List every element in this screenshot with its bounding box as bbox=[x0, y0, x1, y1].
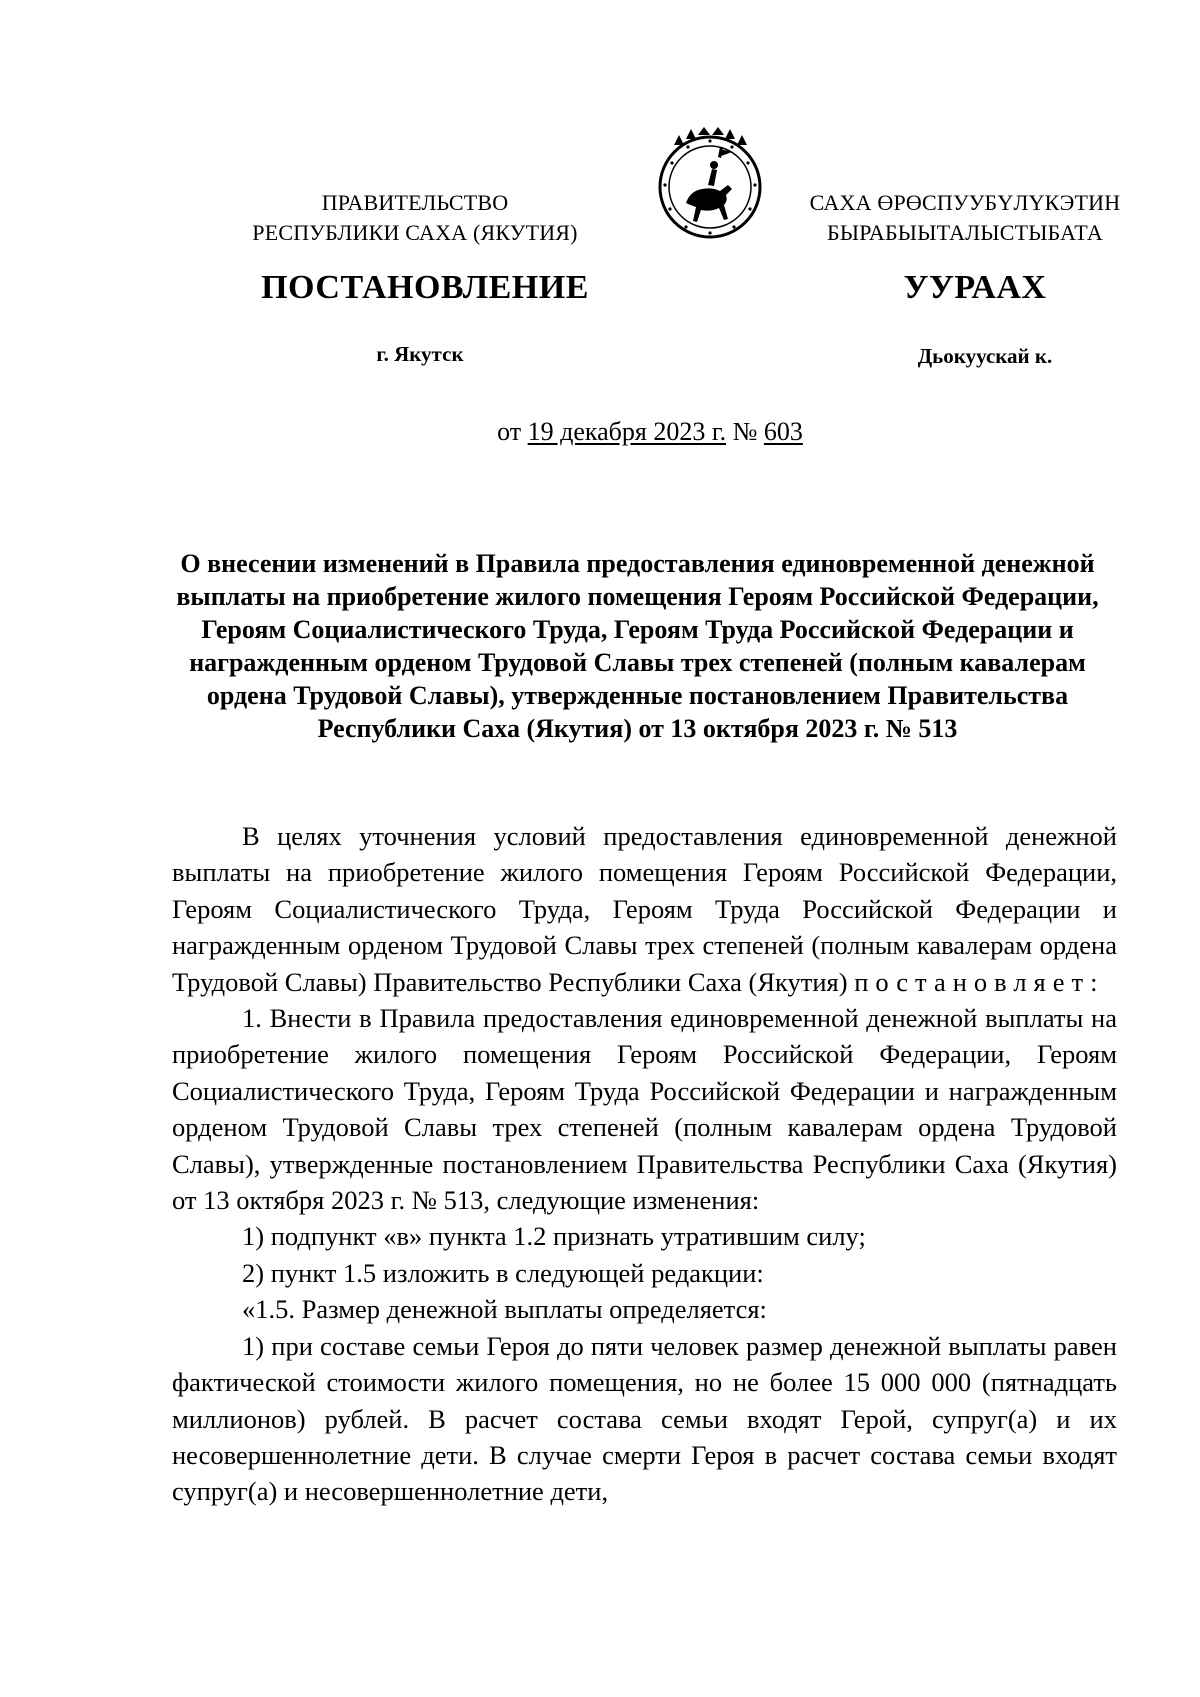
document-title: О внесении изменений в Правила предоставления единовременной денежной выплаты на приобретение жилого помещения Героям Российской Федерации, Героям Социалистического Труда, Героям Труда Российской Федерации и награжденным орденом Трудовой Славы трех степеней (полным кавалерам ордена Трудовой Славы), утвержденные постановлением Правительства Республики Саха (Якутия) от 13 октября 2023 г. № 513 bbox=[176, 549, 1099, 743]
document-date: 19 декабря 2023 г. bbox=[527, 417, 727, 446]
document-number: 603 bbox=[763, 417, 803, 446]
city-russian: г. Якутск bbox=[376, 342, 464, 366]
preamble-text: В целях уточнения условий предоставления единовременной денежной выплаты на приобретение жилого помещения Героям Российской Федерации, Героям Социалистического Труда, Героям Труда Российской Федерации и награжденным орденом Трудовой Славы трех степеней (полным кавалерам ордена Трудовой Славы) Правительство Республики Саха (Якутия) bbox=[172, 821, 1117, 997]
body-paragraph-1: 1. Внести в Правила предоставления единовременной денежной выплаты на приобретение жилого помещения Героям Российской Федерации, Героям Социалистического Труда, Героям Труда Российской Федерации и награжденным орденом Трудовой Славы трех степеней (полным кавалерам ордена Трудовой Славы), утвержденные постановлением Правительства Республики Саха (Якутия) от 13 октября 2023 г. № 513, следующие изменения: bbox=[172, 1003, 1117, 1216]
issuer-name-russian bbox=[230, 188, 600, 248]
doc-type-yakut: УУРААХ bbox=[903, 269, 1047, 306]
number-sign: № bbox=[732, 417, 758, 446]
issuer-name-yakut bbox=[795, 188, 1135, 248]
emblem-icon bbox=[652, 127, 768, 243]
issuer-line-2: РЕСПУБЛИКИ САХА (ЯКУТИЯ) bbox=[252, 220, 578, 245]
body-paragraph-3: 2) пункт 1.5 изложить в следующей редакции: bbox=[242, 1257, 764, 1288]
body-paragraph-preamble bbox=[172, 818, 1117, 1000]
issuer-line-1: ПРАВИТЕЛЬСТВО bbox=[321, 190, 509, 215]
body-paragraph-2: 1) подпункт «в» пункта 1.2 признать утратившим силу; bbox=[242, 1221, 866, 1252]
issuer-line-2-yakut: БЫРАБЫЫТАЛЫСТЫБАТА bbox=[827, 220, 1103, 245]
body-paragraph-4: «1.5. Размер денежной выплаты определяется: bbox=[242, 1294, 767, 1325]
body-paragraph-5: 1) при составе семьи Героя до пяти человек размер денежной выплаты равен фактической стоимости жилого помещения, но не более 15 000 000 (пятнадцать миллионов) рублей. В расчет состава семьи входят Герой, супруг(а) и их несовершеннолетние дети. В случае смерти Героя в расчет состава семьи входят супруг(а) и несовершеннолетние дети, bbox=[172, 1330, 1117, 1507]
date-prefix: от bbox=[497, 417, 522, 446]
city-yakut: Дьокуускай к. bbox=[917, 344, 1053, 368]
doc-type-russian: ПОСТАНОВЛЕНИЕ bbox=[261, 269, 589, 306]
date-number-line bbox=[440, 416, 860, 448]
coat-of-arms-emblem bbox=[652, 127, 768, 243]
resolves-word: постановляет: bbox=[854, 966, 1105, 997]
document-body bbox=[172, 818, 1117, 1510]
issuer-line-1-yakut: САХА ӨРӨСПУУБҮЛҮКЭТИН bbox=[809, 190, 1121, 215]
